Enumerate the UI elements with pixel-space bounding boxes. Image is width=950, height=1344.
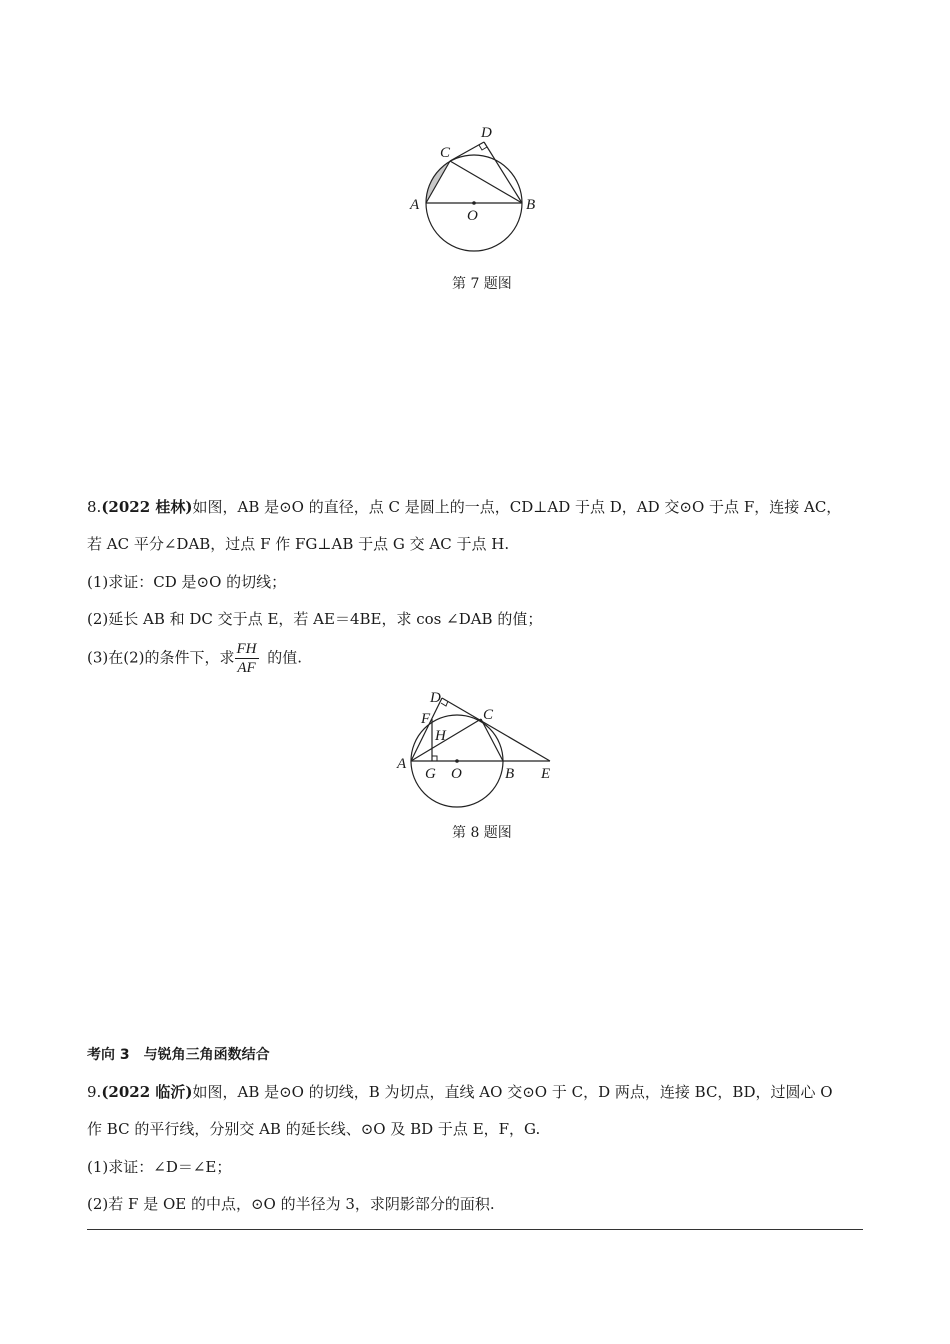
problem-9-question-2: (2)若 F 是 OE 的中点，⊙O 的半径为 3，求阴影部分的面积. bbox=[87, 1195, 495, 1213]
label-C: C bbox=[440, 145, 451, 161]
problem-8-line-1: 8.(2022 桂林)如图，AB 是⊙O 的直径，点 C 是圆上的一点，CD⊥AD 于点 D，AD 交⊙O 于点 F，连接 AC， bbox=[87, 498, 842, 516]
label-E: E bbox=[541, 766, 551, 782]
problem-8-source: (2022 桂林) bbox=[101, 498, 193, 516]
label-C: C bbox=[483, 707, 494, 723]
label-A: A bbox=[410, 197, 420, 213]
bottom-divider bbox=[87, 1229, 863, 1230]
label-B: B bbox=[505, 766, 515, 782]
section-heading: 考向 3 与锐角三角函数结合 bbox=[87, 1047, 270, 1063]
figure-8-caption: 第 8 题图 bbox=[452, 825, 512, 841]
figure-7-caption: 第 7 题图 bbox=[452, 276, 512, 292]
label-H: H bbox=[435, 728, 446, 744]
fraction-fh-af: $\frac{FH}{AF}$ bbox=[236, 641, 257, 676]
problem-8-number: 8. bbox=[87, 498, 102, 516]
label-A: A bbox=[397, 756, 407, 772]
label-O: O bbox=[467, 208, 478, 224]
label-D: D bbox=[481, 125, 492, 141]
label-B: B bbox=[526, 197, 536, 213]
problem-9-line-1: 9.(2022 临沂)如图，AB 是⊙O 的切线，B 为切点，直线 AO 交⊙O 于 C，D 两点，连接 BC，BD，过圆心 O bbox=[87, 1083, 833, 1101]
problem-9-question-1: (1)求证：∠D＝∠E； bbox=[87, 1158, 232, 1176]
label-G: G bbox=[425, 766, 436, 782]
figure-7-diagram bbox=[400, 115, 560, 265]
problem-8-question-1: (1)求证：CD 是⊙O 的切线； bbox=[87, 573, 287, 591]
problem-8-question-2: (2)延长 AB 和 DC 交于点 E，若 AE＝4BE，求 cos ∠DAB 的值； bbox=[87, 610, 543, 628]
problem-9-source: (2022 临沂) bbox=[101, 1083, 193, 1101]
problem-9-number: 9. bbox=[87, 1083, 102, 1101]
problem-8-line-2: 若 AC 平分∠DAB，过点 F 作 FG⊥AB 于点 G 交 AC 于点 H. bbox=[87, 535, 510, 553]
label-D: D bbox=[430, 690, 441, 706]
label-O: O bbox=[451, 766, 462, 782]
problem-9-line-2: 作 BC 的平行线，分别交 AB 的延长线、⊙O 及 BD 于点 E，F，G. bbox=[87, 1120, 541, 1138]
label-F: F bbox=[421, 711, 431, 727]
problem-8-question-3: (3)在(2)的条件下，求 $\frac{FH}{AF}$ 的值. bbox=[87, 641, 303, 676]
figure-8-diagram bbox=[390, 680, 570, 815]
